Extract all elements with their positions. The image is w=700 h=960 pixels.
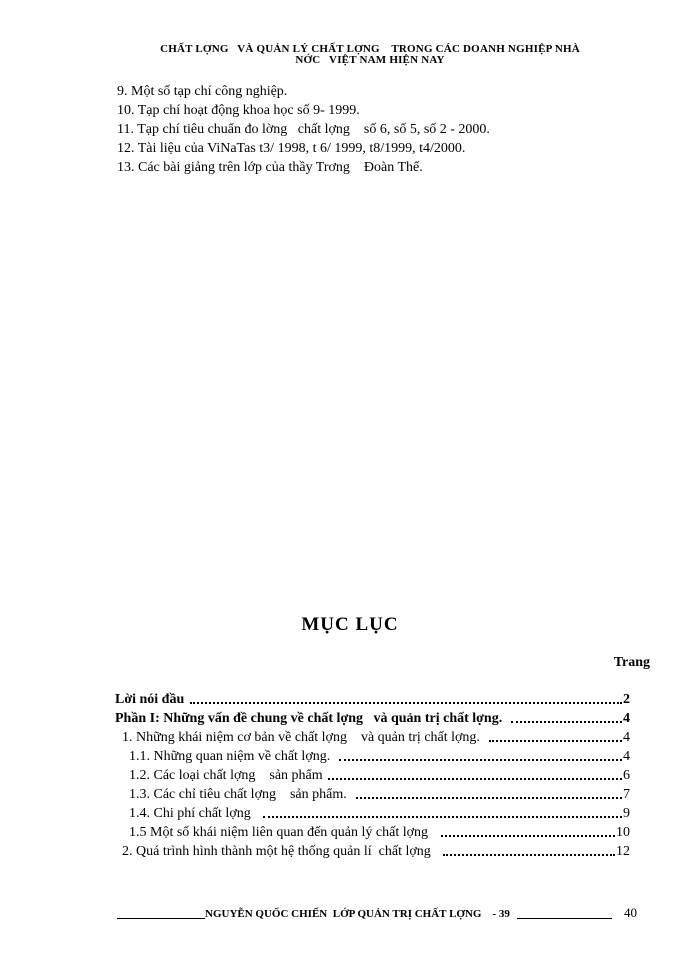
toc-entry-text: 1.4. Chi phí chất lợng — [115, 806, 262, 821]
header-line-1: CHẤT LỢNG VÀ QUẢN LÝ CHẤT LỢNG TRONG CÁC DOANH NGHIỆP NHÀ — [160, 43, 580, 55]
toc-entry — [115, 727, 630, 746]
reference-item: 13. Các bài giảng trên lớp của thầy Trơng Đoàn Thể. — [117, 160, 423, 175]
footer-text: NGUYỄN QUỐC CHIẾN LỚP QUẢN TRỊ CHẤT LỢNG - 39 — [205, 908, 510, 920]
toc-entry-page: 2 — [623, 692, 630, 707]
toc-entry — [115, 689, 630, 708]
toc-title: MỤC LỤC — [301, 614, 399, 635]
toc-entry-text: Lời nói đầu — [115, 692, 188, 707]
reference-item: 10. Tạp chí hoạt động khoa học số 9- 1999. — [117, 103, 360, 118]
toc-entry — [115, 746, 630, 765]
toc-leader-dots — [443, 844, 615, 856]
toc-entry-text: 1.5 Một số khái niệm liên quan đến quản lý chất lợng — [115, 825, 439, 840]
header-line-2: NỚC VIỆT NAM HIỆN NAY — [295, 54, 445, 66]
toc-leader-dots — [441, 825, 615, 837]
toc-entry-text: 2. Quá trình hình thành một hệ thống quản lí chất lợng — [115, 844, 442, 859]
page-number: 40 — [624, 905, 637, 920]
running-footer — [117, 905, 637, 922]
toc-entry-page: 4 — [623, 749, 630, 764]
toc-entry-text: Phần I: Những vấn đề chung về chất lợng và quản trị chất lợng. — [115, 711, 510, 726]
footer-rule — [517, 918, 612, 919]
toc-entry-page: 10 — [616, 825, 630, 840]
reference-item: 9. Một số tạp chí công nghiệp. — [117, 84, 288, 99]
toc-entry-text: 1. Những khái niệm cơ bản về chất lợng và quản trị chất lợng. — [115, 730, 487, 745]
toc-entry-page: 4 — [623, 711, 630, 726]
toc-leader-dots — [328, 768, 622, 780]
toc-entry — [115, 765, 630, 784]
toc-leader-dots — [356, 787, 622, 799]
toc-leader-dots — [489, 730, 622, 742]
toc-leader-dots — [511, 711, 622, 723]
toc-entry-page: 7 — [623, 787, 630, 802]
toc-entry-page: 4 — [623, 730, 630, 745]
reference-item: 12. Tài liệu của ViNaTas t3/ 1998, t 6/ 1999, t8/1999, t4/2000. — [117, 141, 466, 156]
toc-entry-text: 1.3. Các chỉ tiêu chất lợng sản phẩm. — [115, 787, 354, 802]
toc-leader-dots — [190, 692, 622, 704]
toc-leader-dots — [263, 806, 622, 818]
toc-entry-page: 6 — [623, 768, 630, 783]
toc-leader-dots — [339, 749, 622, 761]
toc-entry-text: 1.1. Những quan niệm về chất lợng. — [115, 749, 338, 764]
toc-entry — [115, 803, 630, 822]
toc-page-column-header: Trang — [613, 655, 650, 670]
toc-entry-page: 9 — [623, 806, 630, 821]
reference-item: 11. Tạp chí tiêu chuẩn đo lờng chất lợng số 6, số 5, số 2 - 2000. — [117, 122, 490, 137]
toc-entry — [115, 841, 630, 860]
toc-entry — [115, 784, 630, 803]
table-of-contents — [115, 689, 630, 860]
running-header — [110, 44, 630, 66]
reference-list — [117, 82, 637, 177]
footer-rule — [117, 918, 205, 919]
toc-entry-text: 1.2. Các loại chất lợng sản phẩm — [115, 768, 327, 783]
toc-entry — [115, 708, 630, 727]
toc-entry-page: 12 — [616, 844, 630, 859]
toc-entry — [115, 822, 630, 841]
